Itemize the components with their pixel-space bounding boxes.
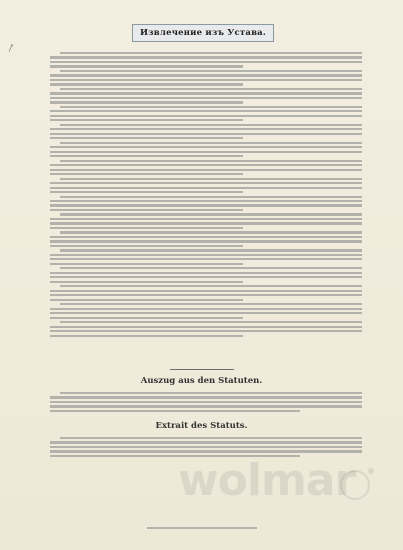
text-line-placeholder bbox=[60, 196, 362, 198]
text-line-placeholder bbox=[50, 110, 362, 112]
text-line-placeholder bbox=[50, 173, 243, 175]
text-line-placeholder bbox=[50, 317, 243, 319]
text-line-placeholder bbox=[60, 231, 362, 233]
text-line-placeholder bbox=[50, 187, 362, 189]
text-line-placeholder bbox=[50, 330, 362, 332]
text-line-placeholder bbox=[50, 133, 362, 135]
text-line-placeholder bbox=[50, 151, 362, 153]
text-line-placeholder bbox=[50, 258, 362, 260]
text-line-placeholder bbox=[50, 115, 362, 117]
text-line-placeholder bbox=[50, 276, 362, 278]
text-line-placeholder bbox=[60, 267, 362, 269]
text-line-placeholder bbox=[60, 392, 362, 394]
text-line-placeholder bbox=[50, 128, 362, 130]
text-line-placeholder bbox=[50, 299, 243, 301]
text-line-placeholder bbox=[50, 312, 362, 314]
text-line-placeholder bbox=[50, 272, 362, 274]
text-line-placeholder bbox=[50, 101, 243, 103]
text-line-placeholder bbox=[50, 263, 243, 265]
russian-heading: Извлечение изъ Устава. bbox=[139, 28, 267, 38]
text-line-placeholder bbox=[50, 405, 362, 407]
text-line-placeholder bbox=[60, 249, 362, 251]
text-line-placeholder bbox=[50, 227, 243, 229]
text-line-placeholder bbox=[50, 191, 243, 193]
text-line-placeholder bbox=[50, 65, 243, 67]
text-line-placeholder bbox=[60, 106, 362, 108]
watermark-dot bbox=[368, 468, 374, 474]
text-line-placeholder bbox=[60, 88, 362, 90]
pencil-mark: ↗ bbox=[4, 40, 18, 56]
text-line-placeholder bbox=[50, 254, 362, 256]
text-line-placeholder bbox=[50, 441, 362, 443]
text-line-placeholder bbox=[60, 124, 362, 126]
text-line-placeholder bbox=[50, 92, 362, 94]
text-line-placeholder bbox=[60, 213, 362, 215]
text-line-placeholder bbox=[50, 218, 362, 220]
text-line-placeholder bbox=[50, 222, 362, 224]
text-line-placeholder bbox=[50, 146, 362, 148]
text-line-placeholder bbox=[50, 182, 362, 184]
section-divider bbox=[170, 369, 234, 370]
text-line-placeholder bbox=[50, 200, 362, 202]
text-line-placeholder bbox=[50, 209, 243, 211]
text-line-placeholder bbox=[50, 281, 243, 283]
french-heading: Extrait des Statuts. bbox=[155, 421, 248, 431]
text-line-placeholder bbox=[60, 437, 362, 439]
text-line-placeholder bbox=[60, 52, 362, 54]
text-line-placeholder bbox=[50, 204, 362, 206]
text-line-placeholder bbox=[50, 164, 362, 166]
text-line-placeholder bbox=[60, 303, 362, 305]
text-line-placeholder bbox=[60, 178, 362, 180]
text-line-placeholder bbox=[50, 97, 362, 99]
text-line-placeholder bbox=[50, 56, 362, 58]
text-line-placeholder bbox=[50, 119, 243, 121]
german-statute-text bbox=[50, 392, 362, 414]
text-line-placeholder bbox=[50, 169, 362, 171]
printer-imprint bbox=[0, 527, 403, 529]
text-line-placeholder bbox=[50, 155, 243, 157]
text-line-placeholder bbox=[50, 290, 362, 292]
watermark-logo: wolmar bbox=[178, 455, 356, 506]
text-line-placeholder bbox=[50, 450, 362, 452]
text-line-placeholder bbox=[50, 396, 362, 398]
text-line-placeholder bbox=[50, 401, 362, 403]
text-line-placeholder bbox=[50, 326, 362, 328]
text-line-placeholder bbox=[50, 236, 362, 238]
watermark-circle bbox=[340, 470, 370, 500]
text-line-placeholder bbox=[50, 240, 362, 242]
text-line-placeholder bbox=[50, 294, 362, 296]
text-line-placeholder bbox=[50, 137, 243, 139]
text-line-placeholder bbox=[60, 142, 362, 144]
text-line-placeholder bbox=[60, 285, 362, 287]
text-line-placeholder bbox=[50, 245, 243, 247]
text-line-placeholder bbox=[50, 446, 362, 448]
russian-statute-text bbox=[50, 52, 362, 339]
russian-heading-box bbox=[132, 24, 274, 42]
text-line-placeholder bbox=[60, 321, 362, 323]
text-line-placeholder bbox=[60, 70, 362, 72]
text-line-placeholder bbox=[60, 160, 362, 162]
german-heading: Auszug aus den Statuten. bbox=[140, 376, 263, 386]
text-line-placeholder bbox=[50, 61, 362, 63]
text-line-placeholder bbox=[50, 79, 362, 81]
text-line-placeholder bbox=[50, 308, 362, 310]
text-line-placeholder bbox=[50, 74, 362, 76]
text-line-placeholder bbox=[50, 335, 243, 337]
text-line-placeholder bbox=[50, 410, 300, 412]
text-line-placeholder bbox=[50, 83, 243, 85]
